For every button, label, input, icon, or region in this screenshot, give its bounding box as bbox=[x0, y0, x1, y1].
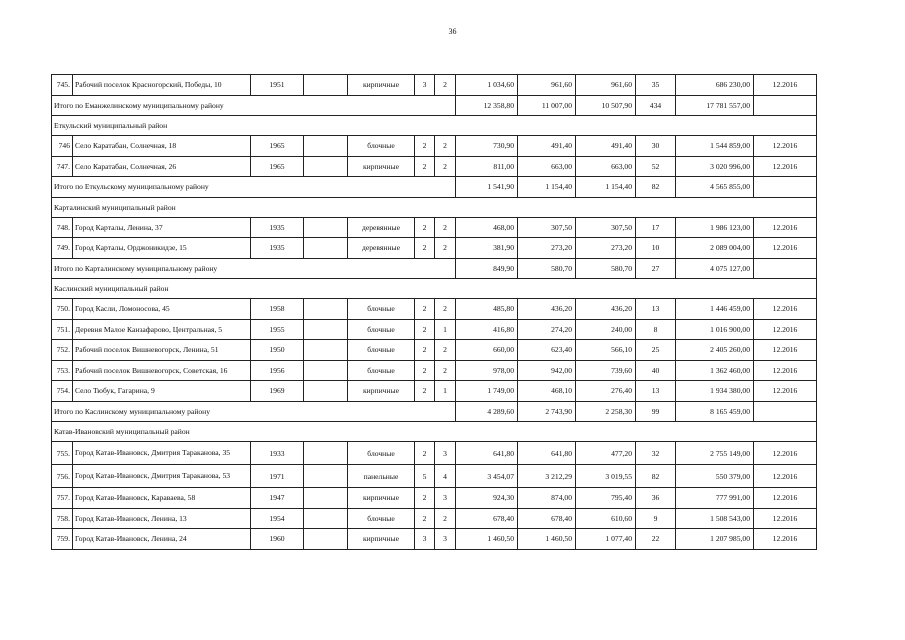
table-row bbox=[52, 238, 817, 259]
section-label: Карталинский муниципальный район bbox=[52, 197, 817, 217]
address: Деревня Малое Канзафарово, Центральная, 5 bbox=[73, 319, 251, 340]
total-deadline bbox=[754, 258, 817, 279]
section-row bbox=[52, 116, 817, 136]
wall-material: кирпичные bbox=[348, 75, 415, 96]
total-total-area: 4 289,60 bbox=[456, 401, 518, 422]
total-living-area: 580,70 bbox=[518, 258, 576, 279]
entrances: 1 bbox=[435, 381, 456, 402]
entrances: 1 bbox=[435, 319, 456, 340]
section-row bbox=[52, 197, 817, 217]
wall-material: блочные bbox=[348, 136, 415, 157]
living-area: 1 460,50 bbox=[518, 529, 576, 550]
floors: 2 bbox=[415, 442, 435, 465]
extra bbox=[304, 156, 348, 177]
entrances: 2 bbox=[435, 299, 456, 320]
floors: 2 bbox=[415, 488, 435, 509]
living-area: 436,20 bbox=[518, 299, 576, 320]
row-number: 749. bbox=[52, 238, 73, 259]
floors: 2 bbox=[415, 360, 435, 381]
address: Рабочий поселок Красногорский, Победы, 10 bbox=[73, 75, 251, 96]
row-number: 753. bbox=[52, 360, 73, 381]
table-row bbox=[52, 75, 817, 96]
total-area: 660,00 bbox=[456, 340, 518, 361]
residential-area: 663,00 bbox=[576, 156, 636, 177]
deadline: 12.2016 bbox=[754, 488, 817, 509]
residential-area: 610,60 bbox=[576, 508, 636, 529]
total-area: 730,90 bbox=[456, 136, 518, 157]
residential-area: 739,60 bbox=[576, 360, 636, 381]
cost: 1 934 380,00 bbox=[676, 381, 754, 402]
floors: 2 bbox=[415, 340, 435, 361]
total-area: 381,90 bbox=[456, 238, 518, 259]
year: 1960 bbox=[251, 529, 304, 550]
table-row bbox=[52, 442, 817, 465]
living-area: 273,20 bbox=[518, 238, 576, 259]
extra bbox=[304, 529, 348, 550]
extra bbox=[304, 360, 348, 381]
total-residential-area: 1 154,40 bbox=[576, 177, 636, 198]
address: Город Касли, Ломоносова, 45 bbox=[73, 299, 251, 320]
deadline: 12.2016 bbox=[754, 381, 817, 402]
total-cost: 4 075 127,00 bbox=[676, 258, 754, 279]
table-row bbox=[52, 299, 817, 320]
table-row bbox=[52, 136, 817, 157]
table-row bbox=[52, 529, 817, 550]
row-number: 756. bbox=[52, 465, 73, 488]
floors: 3 bbox=[415, 75, 435, 96]
year: 1950 bbox=[251, 340, 304, 361]
residential-area: 273,20 bbox=[576, 238, 636, 259]
table-row bbox=[52, 465, 817, 488]
total-label: Итого по Карталинскому муниципальному району bbox=[52, 258, 456, 279]
extra bbox=[304, 488, 348, 509]
total-row bbox=[52, 177, 817, 198]
address: Село Каратабан, Солнечная, 26 bbox=[73, 156, 251, 177]
cost: 550 379,00 bbox=[676, 465, 754, 488]
total-residential-area: 10 507,90 bbox=[576, 95, 636, 116]
entrances: 2 bbox=[435, 340, 456, 361]
year: 1969 bbox=[251, 381, 304, 402]
section-row bbox=[52, 279, 817, 299]
residential-area: 1 077,40 bbox=[576, 529, 636, 550]
total-area: 641,80 bbox=[456, 442, 518, 465]
table-row bbox=[52, 360, 817, 381]
row-number: 754. bbox=[52, 381, 73, 402]
living-area: 663,00 bbox=[518, 156, 576, 177]
residential-area: 240,00 bbox=[576, 319, 636, 340]
total-cost: 4 565 855,00 bbox=[676, 177, 754, 198]
wall-material: кирпичные bbox=[348, 156, 415, 177]
row-number: 757. bbox=[52, 488, 73, 509]
wall-material: кирпичные bbox=[348, 529, 415, 550]
address: Село Каратабан, Солнечная, 18 bbox=[73, 136, 251, 157]
deadline: 12.2016 bbox=[754, 340, 817, 361]
entrances: 4 bbox=[435, 465, 456, 488]
living-area: 491,40 bbox=[518, 136, 576, 157]
extra bbox=[304, 381, 348, 402]
total-residents: 434 bbox=[636, 95, 676, 116]
table-row bbox=[52, 319, 817, 340]
total-area: 1 460,50 bbox=[456, 529, 518, 550]
year: 1935 bbox=[251, 217, 304, 238]
year: 1933 bbox=[251, 442, 304, 465]
deadline: 12.2016 bbox=[754, 136, 817, 157]
table-row bbox=[52, 488, 817, 509]
living-area: 3 212,29 bbox=[518, 465, 576, 488]
entrances: 2 bbox=[435, 156, 456, 177]
total-residential-area: 2 258,30 bbox=[576, 401, 636, 422]
deadline: 12.2016 bbox=[754, 156, 817, 177]
floors: 2 bbox=[415, 136, 435, 157]
residents: 32 bbox=[636, 442, 676, 465]
floors: 3 bbox=[415, 529, 435, 550]
row-number: 752. bbox=[52, 340, 73, 361]
row-number: 758. bbox=[52, 508, 73, 529]
deadline: 12.2016 bbox=[754, 360, 817, 381]
total-area: 416,80 bbox=[456, 319, 518, 340]
total-row bbox=[52, 401, 817, 422]
table-row bbox=[52, 381, 817, 402]
section-label: Каслинский муниципальный район bbox=[52, 279, 817, 299]
deadline: 12.2016 bbox=[754, 75, 817, 96]
year: 1954 bbox=[251, 508, 304, 529]
living-area: 623,40 bbox=[518, 340, 576, 361]
deadline: 12.2016 bbox=[754, 299, 817, 320]
total-area: 1 749,00 bbox=[456, 381, 518, 402]
living-area: 678,40 bbox=[518, 508, 576, 529]
table-row bbox=[52, 156, 817, 177]
total-label: Итого по Еманжелинскому муниципальному району bbox=[52, 95, 456, 116]
table-row bbox=[52, 340, 817, 361]
total-row bbox=[52, 95, 817, 116]
living-area: 641,80 bbox=[518, 442, 576, 465]
entrances: 3 bbox=[435, 488, 456, 509]
year: 1956 bbox=[251, 360, 304, 381]
year: 1947 bbox=[251, 488, 304, 509]
entrances: 2 bbox=[435, 136, 456, 157]
total-total-area: 12 358,80 bbox=[456, 95, 518, 116]
total-living-area: 11 007,00 bbox=[518, 95, 576, 116]
cost: 2 405 260,00 bbox=[676, 340, 754, 361]
residents: 9 bbox=[636, 508, 676, 529]
cost: 686 230,00 bbox=[676, 75, 754, 96]
year: 1935 bbox=[251, 238, 304, 259]
row-number: 751. bbox=[52, 319, 73, 340]
total-area: 924,30 bbox=[456, 488, 518, 509]
living-area: 942,00 bbox=[518, 360, 576, 381]
entrances: 2 bbox=[435, 75, 456, 96]
total-row bbox=[52, 258, 817, 279]
residents: 8 bbox=[636, 319, 676, 340]
cost: 1 016 900,00 bbox=[676, 319, 754, 340]
entrances: 2 bbox=[435, 360, 456, 381]
floors: 2 bbox=[415, 299, 435, 320]
residential-area: 477,20 bbox=[576, 442, 636, 465]
section-label: Катав-Ивановский муниципальный район bbox=[52, 422, 817, 442]
year: 1951 bbox=[251, 75, 304, 96]
wall-material: кирпичные bbox=[348, 488, 415, 509]
section-row bbox=[52, 422, 817, 442]
living-area: 468,10 bbox=[518, 381, 576, 402]
floors: 2 bbox=[415, 381, 435, 402]
residents: 52 bbox=[636, 156, 676, 177]
total-label: Итого по Каслинскому муниципальному району bbox=[52, 401, 456, 422]
cost: 2 755 149,00 bbox=[676, 442, 754, 465]
address: Город Карталы, Орджоникидзе, 15 bbox=[73, 238, 251, 259]
residents: 17 bbox=[636, 217, 676, 238]
total-area: 1 034,60 bbox=[456, 75, 518, 96]
wall-material: блочные bbox=[348, 360, 415, 381]
deadline: 12.2016 bbox=[754, 465, 817, 488]
extra bbox=[304, 238, 348, 259]
address: Город Катав-Ивановск, Дмитрия Тараканова, 35 bbox=[73, 442, 251, 465]
total-area: 3 454,07 bbox=[456, 465, 518, 488]
total-area: 978,00 bbox=[456, 360, 518, 381]
residential-area: 491,40 bbox=[576, 136, 636, 157]
address: Город Карталы, Ленина, 37 bbox=[73, 217, 251, 238]
residential-area: 795,40 bbox=[576, 488, 636, 509]
total-residents: 99 bbox=[636, 401, 676, 422]
total-residential-area: 580,70 bbox=[576, 258, 636, 279]
total-living-area: 1 154,40 bbox=[518, 177, 576, 198]
floors: 5 bbox=[415, 465, 435, 488]
cost: 1 508 543,00 bbox=[676, 508, 754, 529]
residents: 25 bbox=[636, 340, 676, 361]
total-residents: 27 bbox=[636, 258, 676, 279]
deadline: 12.2016 bbox=[754, 217, 817, 238]
extra bbox=[304, 319, 348, 340]
year: 1971 bbox=[251, 465, 304, 488]
total-living-area: 2 743,90 bbox=[518, 401, 576, 422]
living-area: 961,60 bbox=[518, 75, 576, 96]
living-area: 874,00 bbox=[518, 488, 576, 509]
extra bbox=[304, 340, 348, 361]
extra bbox=[304, 465, 348, 488]
wall-material: блочные bbox=[348, 299, 415, 320]
wall-material: деревянные bbox=[348, 217, 415, 238]
row-number: 755. bbox=[52, 442, 73, 465]
total-deadline bbox=[754, 95, 817, 116]
extra bbox=[304, 508, 348, 529]
cost: 2 089 004,00 bbox=[676, 238, 754, 259]
address: Село Тюбук, Гагарина, 9 bbox=[73, 381, 251, 402]
total-deadline bbox=[754, 177, 817, 198]
total-cost: 8 165 459,00 bbox=[676, 401, 754, 422]
residential-area: 307,50 bbox=[576, 217, 636, 238]
floors: 2 bbox=[415, 156, 435, 177]
residential-area: 961,60 bbox=[576, 75, 636, 96]
deadline: 12.2016 bbox=[754, 508, 817, 529]
row-number: 748. bbox=[52, 217, 73, 238]
entrances: 3 bbox=[435, 442, 456, 465]
residents: 13 bbox=[636, 381, 676, 402]
extra bbox=[304, 75, 348, 96]
total-area: 485,80 bbox=[456, 299, 518, 320]
total-area: 468,00 bbox=[456, 217, 518, 238]
cost: 1 986 123,00 bbox=[676, 217, 754, 238]
cost: 777 991,00 bbox=[676, 488, 754, 509]
address: Город Катав-Ивановск, Дмитрия Тараканова, 53 bbox=[73, 465, 251, 488]
cost: 1 544 859,00 bbox=[676, 136, 754, 157]
residents: 36 bbox=[636, 488, 676, 509]
buildings-table bbox=[51, 74, 817, 550]
total-deadline bbox=[754, 401, 817, 422]
residents: 82 bbox=[636, 465, 676, 488]
page-number: 36 bbox=[448, 27, 457, 36]
year: 1955 bbox=[251, 319, 304, 340]
wall-material: блочные bbox=[348, 340, 415, 361]
total-area: 678,40 bbox=[456, 508, 518, 529]
deadline: 12.2016 bbox=[754, 529, 817, 550]
year: 1965 bbox=[251, 156, 304, 177]
floors: 2 bbox=[415, 238, 435, 259]
living-area: 307,50 bbox=[518, 217, 576, 238]
year: 1958 bbox=[251, 299, 304, 320]
residents: 35 bbox=[636, 75, 676, 96]
residential-area: 3 019,55 bbox=[576, 465, 636, 488]
floors: 2 bbox=[415, 508, 435, 529]
total-residents: 82 bbox=[636, 177, 676, 198]
cost: 3 020 996,00 bbox=[676, 156, 754, 177]
entrances: 2 bbox=[435, 238, 456, 259]
floors: 2 bbox=[415, 217, 435, 238]
section-label: Еткульский муниципальный район bbox=[52, 116, 817, 136]
floors: 2 bbox=[415, 319, 435, 340]
residents: 22 bbox=[636, 529, 676, 550]
extra bbox=[304, 217, 348, 238]
wall-material: блочные bbox=[348, 508, 415, 529]
row-number: 746 bbox=[52, 136, 73, 157]
address: Рабочий поселок Вишневогорск, Ленина, 51 bbox=[73, 340, 251, 361]
table-row bbox=[52, 217, 817, 238]
deadline: 12.2016 bbox=[754, 442, 817, 465]
wall-material: панельные bbox=[348, 465, 415, 488]
residents: 40 bbox=[636, 360, 676, 381]
extra bbox=[304, 136, 348, 157]
cost: 1 207 985,00 bbox=[676, 529, 754, 550]
residents: 13 bbox=[636, 299, 676, 320]
address: Город Катав-Ивановск, Ленина, 24 bbox=[73, 529, 251, 550]
wall-material: блочные bbox=[348, 442, 415, 465]
row-number: 750. bbox=[52, 299, 73, 320]
deadline: 12.2016 bbox=[754, 319, 817, 340]
row-number: 759. bbox=[52, 529, 73, 550]
total-label: Итого по Еткульскому муниципальному району bbox=[52, 177, 456, 198]
total-cost: 17 781 557,00 bbox=[676, 95, 754, 116]
entrances: 2 bbox=[435, 508, 456, 529]
wall-material: деревянные bbox=[348, 238, 415, 259]
address: Город Катав-Ивановск, Караваева, 58 bbox=[73, 488, 251, 509]
entrances: 3 bbox=[435, 529, 456, 550]
extra bbox=[304, 442, 348, 465]
residential-area: 566,10 bbox=[576, 340, 636, 361]
wall-material: кирпичные bbox=[348, 381, 415, 402]
total-total-area: 1 541,90 bbox=[456, 177, 518, 198]
total-area: 811,00 bbox=[456, 156, 518, 177]
address: Город Катав-Ивановск, Ленина, 13 bbox=[73, 508, 251, 529]
year: 1965 bbox=[251, 136, 304, 157]
row-number: 747. bbox=[52, 156, 73, 177]
extra bbox=[304, 299, 348, 320]
living-area: 274,20 bbox=[518, 319, 576, 340]
wall-material: блочные bbox=[348, 319, 415, 340]
residents: 30 bbox=[636, 136, 676, 157]
entrances: 2 bbox=[435, 217, 456, 238]
total-total-area: 849,90 bbox=[456, 258, 518, 279]
cost: 1 362 460,00 bbox=[676, 360, 754, 381]
residents: 10 bbox=[636, 238, 676, 259]
deadline: 12.2016 bbox=[754, 238, 817, 259]
address: Рабочий поселок Вишневогорск, Советская, 16 bbox=[73, 360, 251, 381]
table-row bbox=[52, 508, 817, 529]
cost: 1 446 459,00 bbox=[676, 299, 754, 320]
row-number: 745. bbox=[52, 75, 73, 96]
residential-area: 436,20 bbox=[576, 299, 636, 320]
residential-area: 276,40 bbox=[576, 381, 636, 402]
